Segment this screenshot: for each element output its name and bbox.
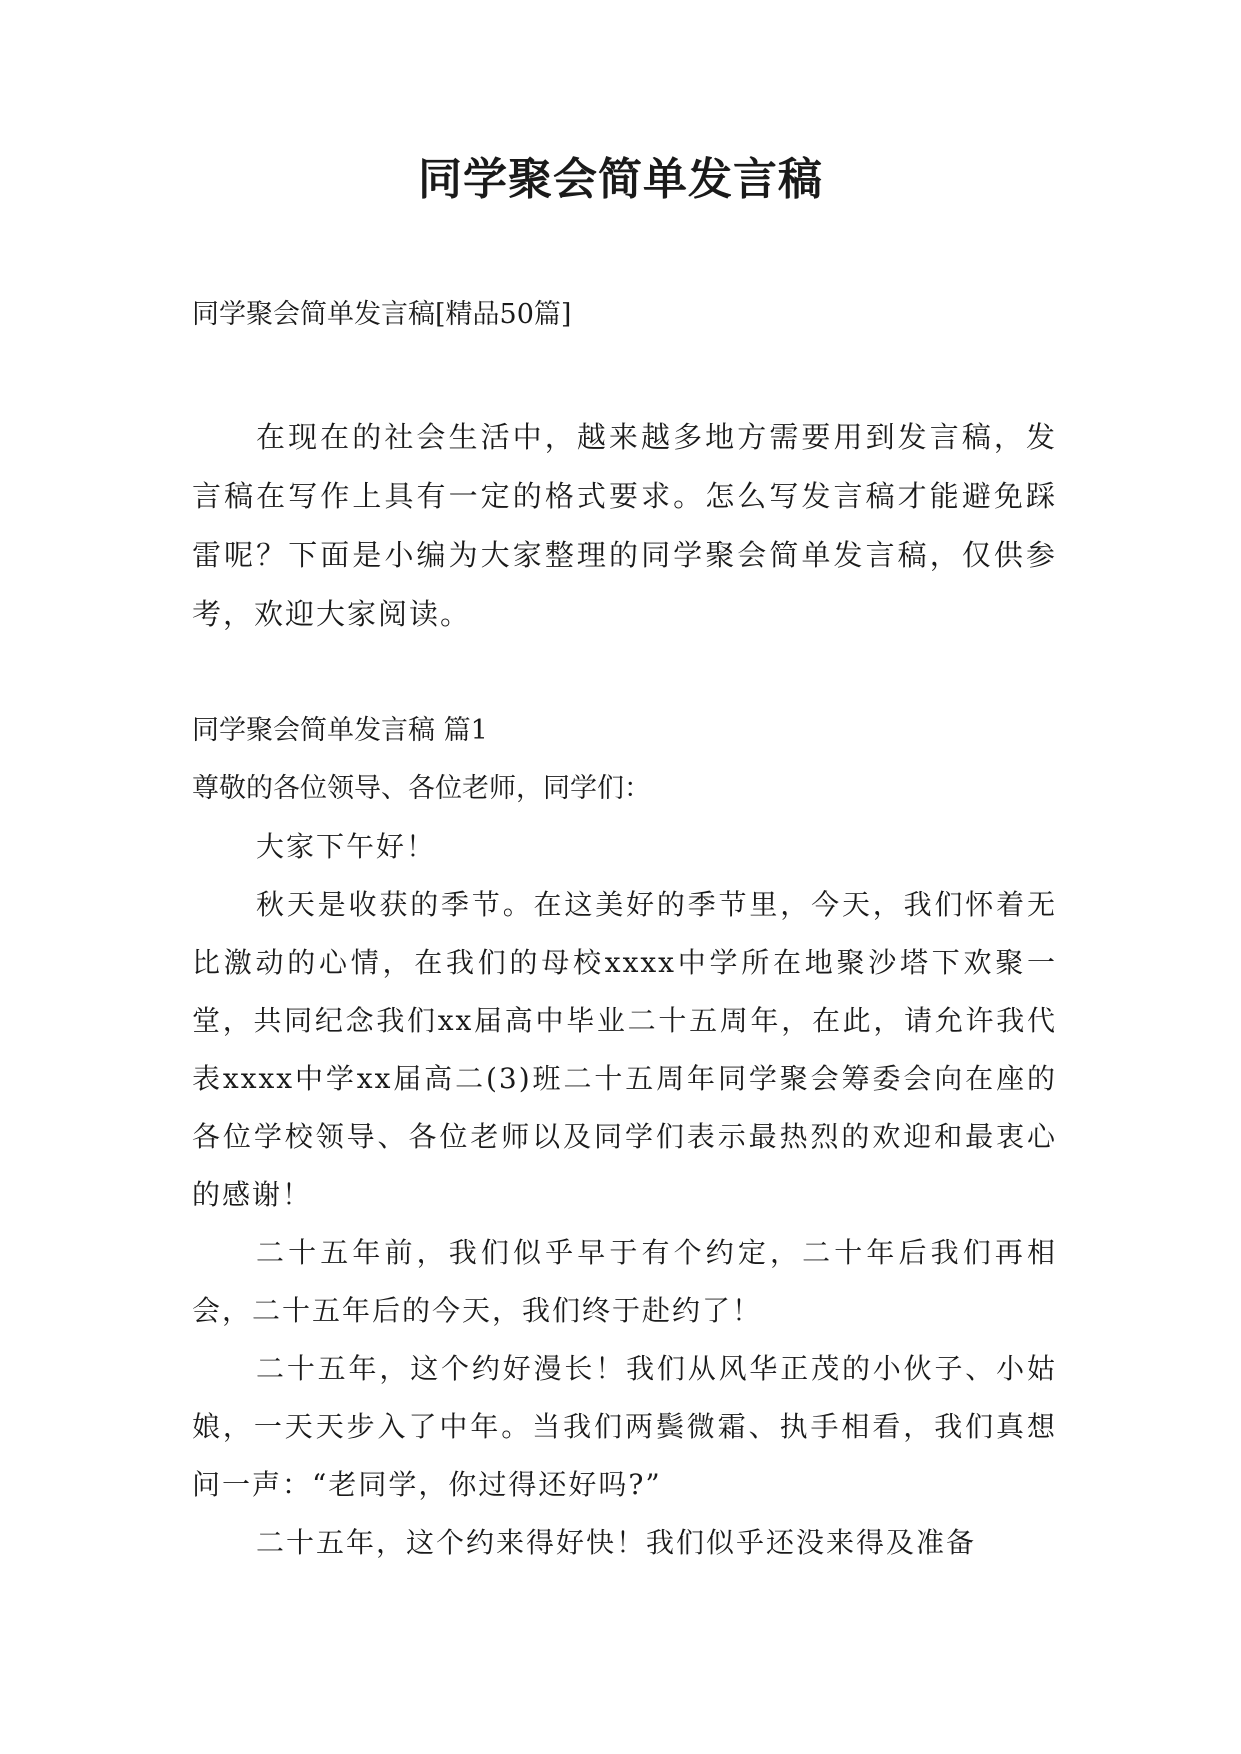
intro-paragraph: 在现在的社会生活中，越来越多地方需要用到发言稿，发言稿在写作上具有一定的格式要求。怎么写发言稿才能避免踩雷呢？下面是小编为大家整理的同学聚会简单发言稿，仅供参考，欢迎大家阅读。 — [192, 420, 1057, 631]
body-paragraph: 大家下午好！ — [256, 830, 437, 863]
body-paragraph: 秋天是收获的季节。在这美好的季节里，今天，我们怀着无比激动的心情，在我们的母校xxxx中学所在地聚沙塔下欢聚一堂，共同纪念我们xx届高中毕业二十五周年，在此，请允许我代表xxxx中学xx届高二(3)班二十五周年同学聚会筹委会向在座的各位学校领导、各位老师以及同学们表示最热烈的欢迎和最衷心的感谢！ — [192, 888, 1057, 1211]
body-paragraph: 二十五年，这个约来得好快！我们似乎还没来得及准备 — [256, 1526, 977, 1559]
document-title: 同学聚会简单发言稿 — [418, 154, 823, 205]
body-paragraph: 二十五年，这个约好漫长！我们从风华正茂的小伙子、小姑娘，一天天步入了中年。当我们两鬓微霜、执手相看，我们真想问一声：“老同学，你过得还好吗?” — [192, 1352, 1057, 1501]
section-heading: 同学聚会简单发言稿 篇1 — [192, 715, 488, 746]
section-1 — [192, 702, 1057, 1572]
salutation: 尊敬的各位领导、各位老师，同学们： — [192, 773, 651, 804]
body-paragraph: 二十五年前，我们似乎早于有个约定，二十年后我们再相会，二十五年后的今天，我们终于赴约了！ — [192, 1236, 1057, 1327]
document-subtitle: 同学聚会简单发言稿[精品50篇] — [192, 299, 572, 330]
